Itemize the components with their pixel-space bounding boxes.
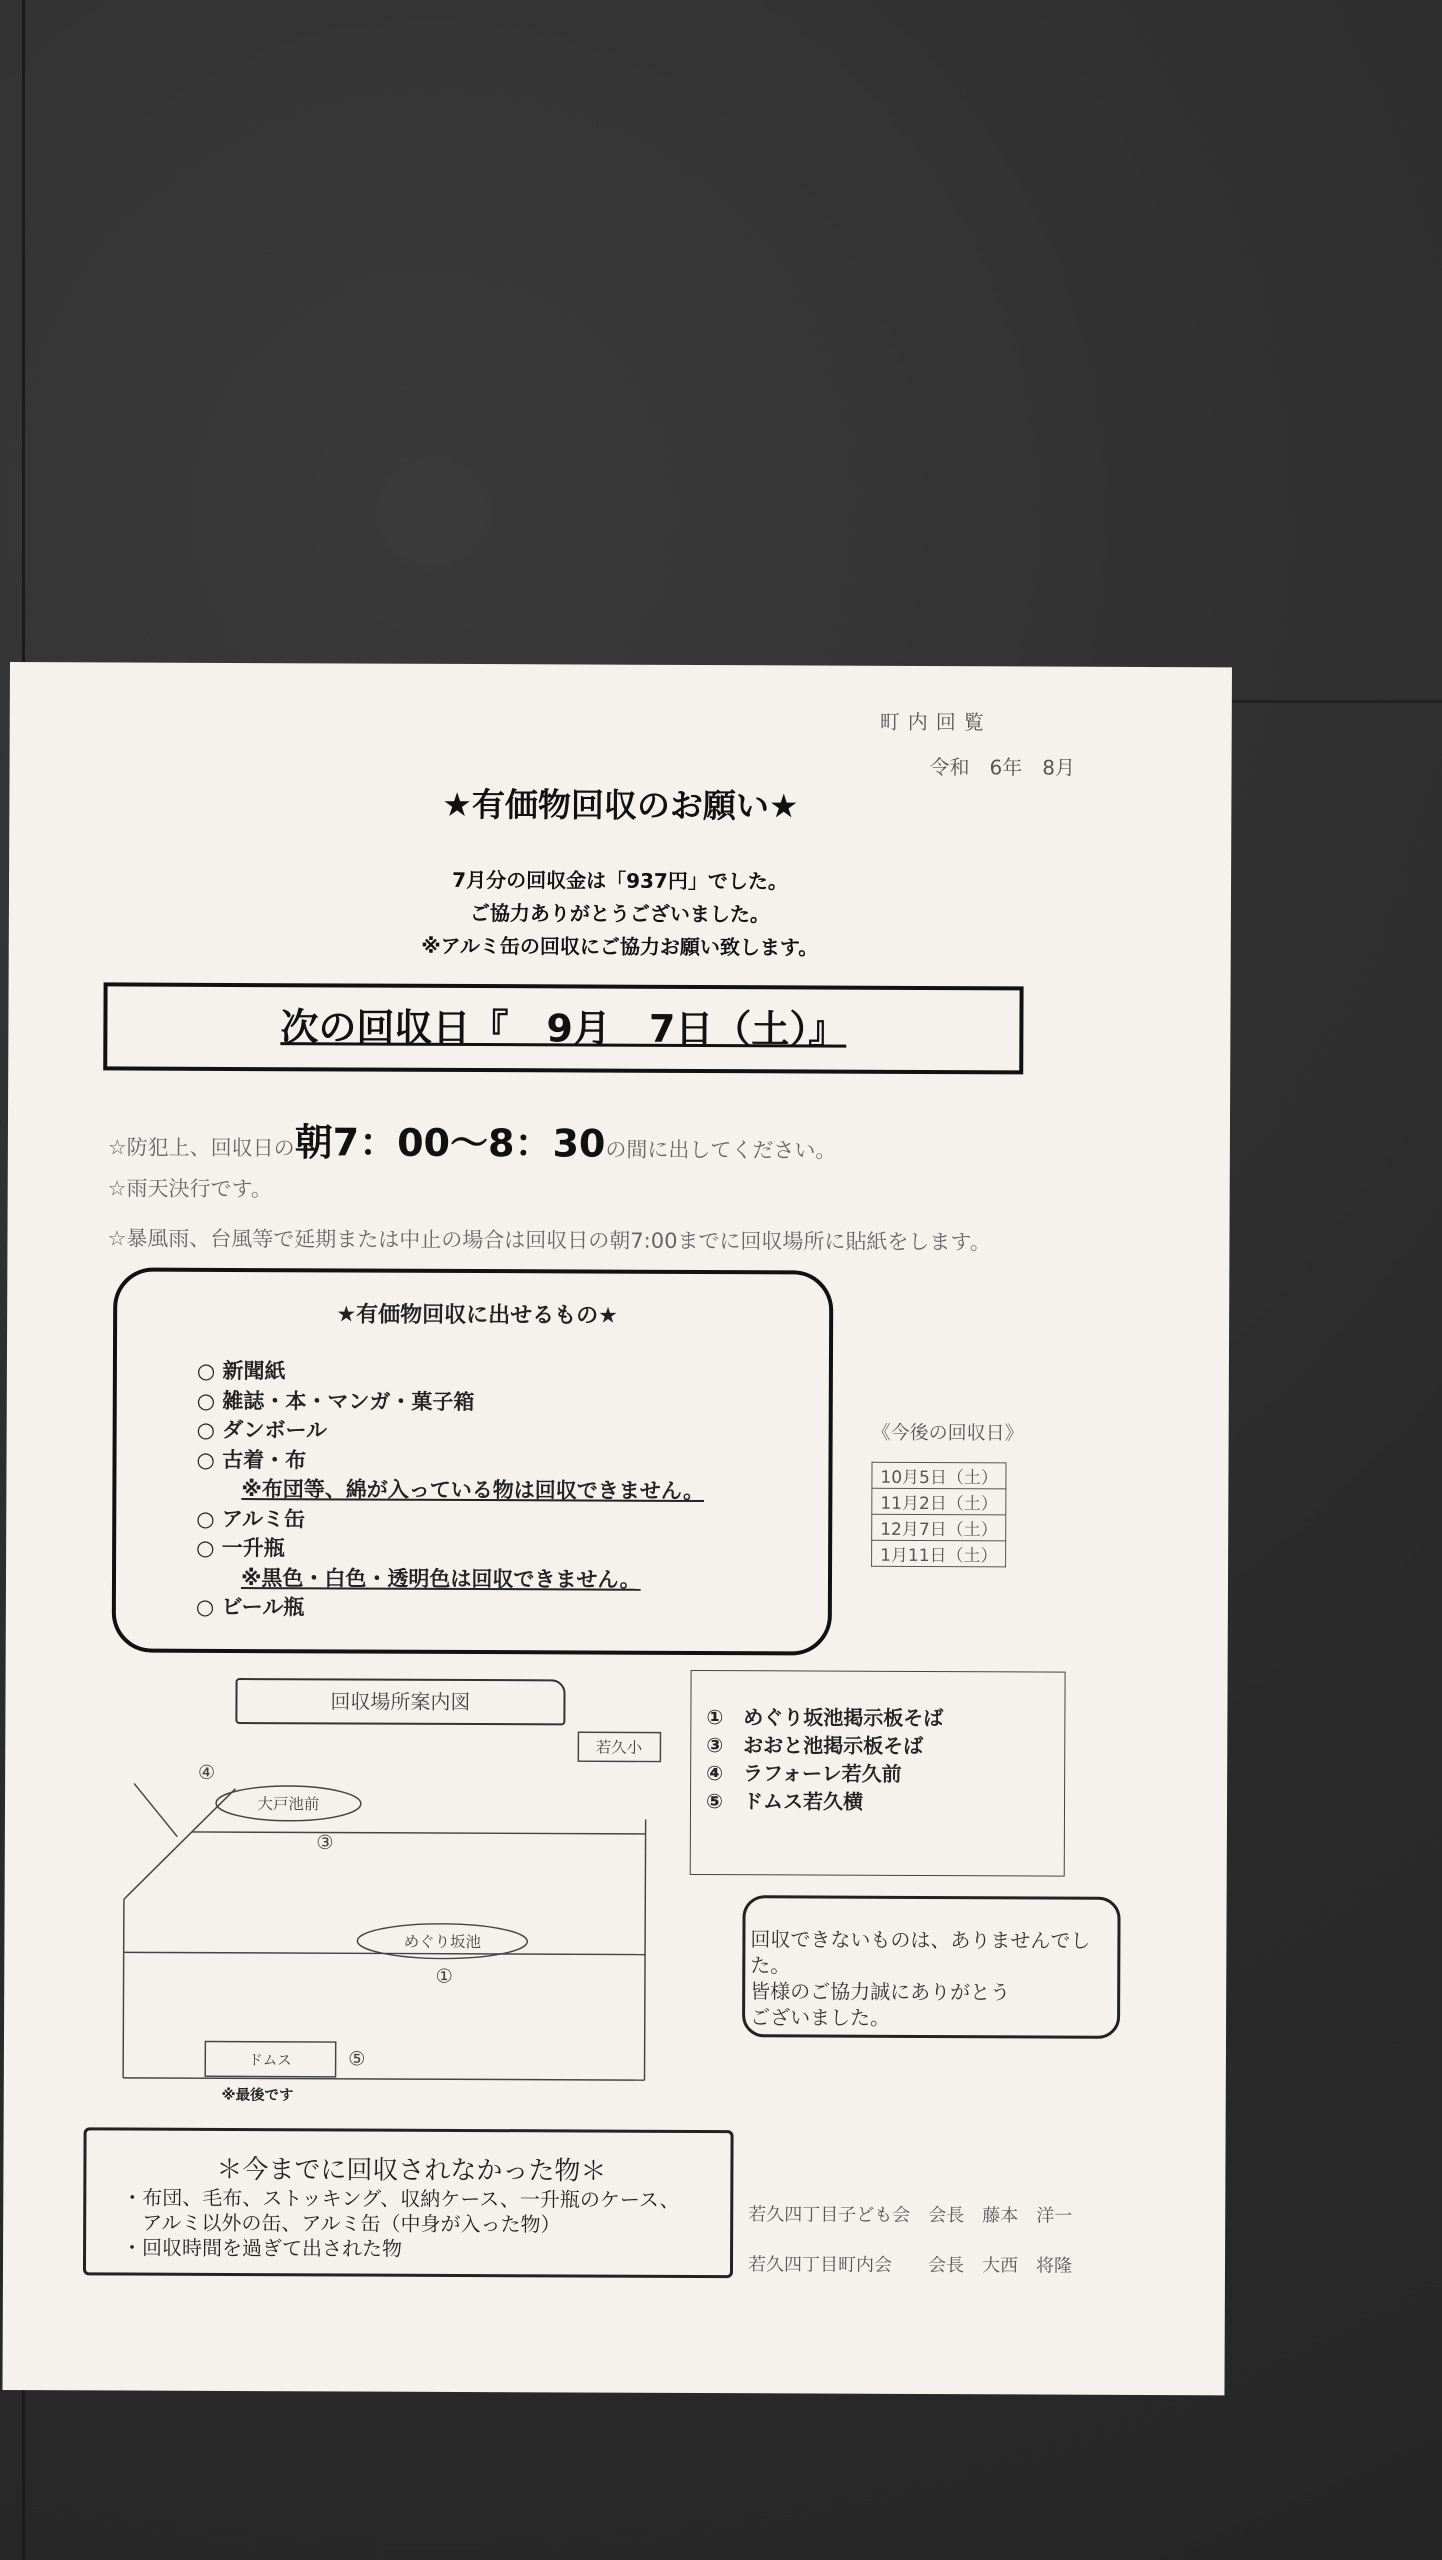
map-caption: 回収場所案内図 [235,1678,565,1725]
info-line-storm: ☆暴風雨、台風等で延期または中止の場合は回収日の朝7:00までに回収場所に貼紙をします。 [107,1226,991,1255]
marker-4: ④ [197,1760,216,1784]
future-date: 10月5日（土） [872,1462,1007,1489]
list-item: ・回収時間を過ぎて出された物 [122,2235,403,2261]
signature-town-association: 若久四丁目町内会 会長 大西 将隆 [747,2254,1073,2277]
future-dates-table [871,1462,1007,1568]
thank-you-line: 皆様のご協力誠にありがとう [750,1979,1011,2005]
circulation-label: 町内回覧 [879,709,992,735]
legend-item: ④ ラフォーレ若久前 [706,1761,902,1786]
pond-label: 大戸池前 [257,1795,320,1814]
intro-line: ご協力ありがとうございました。 [469,901,770,927]
thank-you-line: ございました。 [750,2005,891,2030]
info-line-rain: ☆雨天決行です。 [107,1176,272,1202]
school-label: 若久小 [595,1738,643,1757]
floor-seam [1222,700,1442,703]
info-suffix: の間に出してください。 [605,1137,837,1163]
collection-time: 朝7：00〜8：30 [294,1120,606,1166]
next-collection-box [103,982,1023,1074]
marker-3: ③ [316,1830,334,1854]
intro-text [9,862,1231,966]
list-item: ○ アルミ缶 [196,1506,306,1531]
list-item: ○ 新聞紙 [196,1358,286,1384]
list-note: ※布団等、綿が入っている物は回収できません。 [241,1477,705,1504]
next-collection-date: 次の回収日『 9月 7日（土）』 [280,1005,847,1052]
last-note: ※最後です [221,2087,294,2104]
list-item: ○ 一升瓶 [196,1535,285,1561]
legend-item: ③ おおと池掲示板そば [706,1733,924,1758]
list-item: ○ 雑誌・本・マンガ・菓子箱 [196,1388,475,1414]
intro-line: 7月分の回収金は「937円」でした。 [452,867,788,894]
list-item: ○ ダンボール [196,1417,328,1443]
info-line-time [108,1110,837,1168]
acceptable-items-title: ★有価物回収に出せるもの★ [336,1302,618,1329]
info-prefix: ☆防犯上、回収日の [107,1135,295,1161]
thank-you-box [742,1895,1121,2039]
signature-children-association: 若久四丁目子ども会 会長 藤本 洋一 [748,2204,1073,2227]
list-note: ※黒色・白色・透明色は回収できません。 [240,1565,641,1592]
list-item: ○ ビール瓶 [195,1594,305,1620]
marker-1: ① [435,1964,453,1988]
legend-item: ① めぐり坂池掲示板そば [706,1705,944,1731]
notice-date: 令和 6年 8月 [929,755,1076,780]
notice-title: ★有価物回収のお願い★ [442,784,799,826]
list-item: アルミ以外の缶、アルミ缶（中身が入った物） [122,2210,561,2237]
acceptable-items-list [196,1357,705,1625]
intro-line: ※アルミ缶の回収にご協力お願い致します。 [421,933,819,960]
list-item: ・布団、毛布、ストッキング、収納ケース、一升瓶のケース、 [122,2185,680,2212]
uncollected-title: ＊今までに回収されなかった物＊ [216,2154,607,2187]
pond-label: めぐり坂池 [403,1932,481,1952]
marker-5: ⑤ [348,2047,366,2071]
future-date: 11月2日（土） [872,1488,1007,1515]
notice-paper [2,662,1232,2395]
location-legend [690,1670,1066,1877]
acceptable-items-box [112,1267,834,1655]
future-date: 12月7日（土） [872,1514,1007,1541]
legend-item: ⑤ ドムス若久横 [705,1789,864,1814]
future-date: 1月11日（土） [872,1540,1007,1567]
thank-you-line: 回収できないものは、ありませんでした。 [750,1927,1091,1978]
future-dates-label: 《今後の回収日》 [871,1421,1024,1445]
collection-map [104,1662,666,2104]
list-item: ○ 古着・布 [196,1447,307,1472]
domus-label: ドムス [248,2052,292,2070]
uncollected-scroll [83,2127,734,2278]
